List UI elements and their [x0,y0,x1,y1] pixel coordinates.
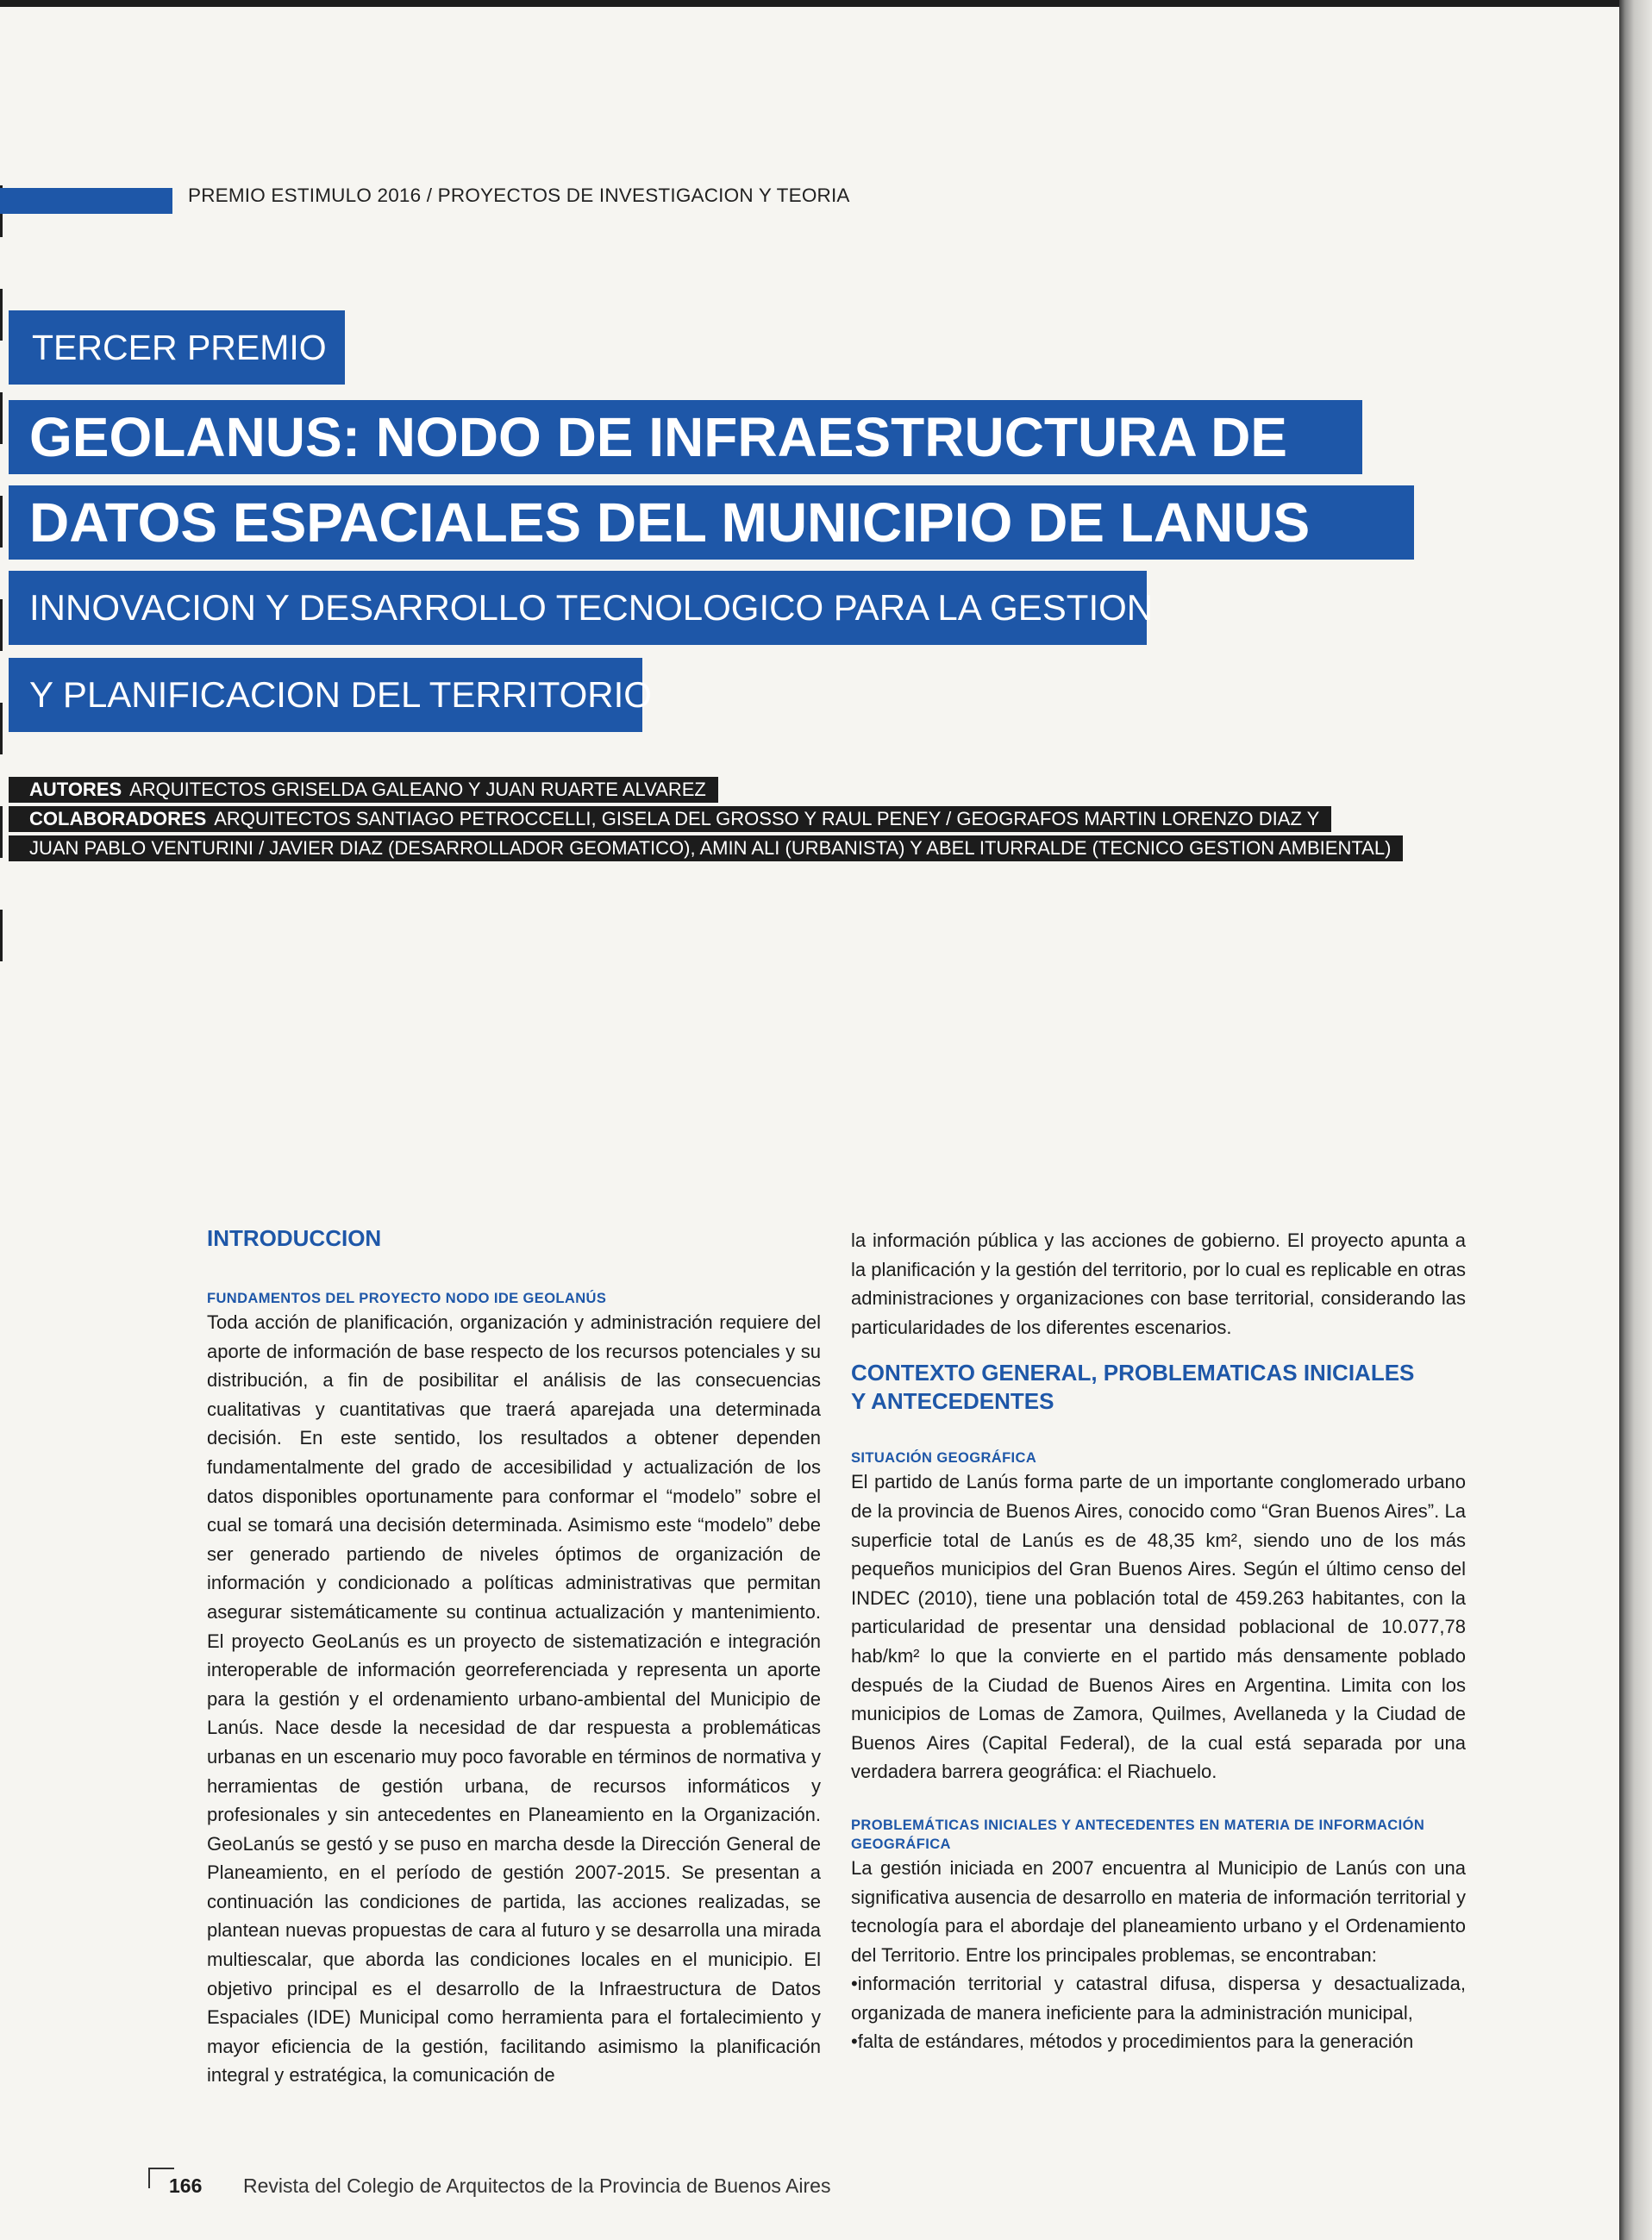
side-margin-marks [0,185,3,961]
subhead-fundamentos: FUNDAMENTOS DEL PROYECTO NODO IDE GEOLANÚS [207,1291,607,1306]
section-title-contexto-2: Y ANTECEDENTES [851,1388,1054,1415]
award-label: TERCER PREMIO [9,310,345,385]
collaborators-names-1: ARQUITECTOS SANTIAGO PETROCCELLI, GISELA DEL GROSSO Y RAUL PENEY / GEOGRAFOS MARTIN LORENZO DIAZ Y [214,808,1320,829]
header-color-band [0,188,172,214]
top-rule [0,0,1621,7]
bullet-text-1: información territorial y catastral difusa, dispersa y desactualizada, organizada de manera ineficiente para la administración municipal, [851,1973,1466,2024]
subhead-situacion: SITUACIÓN GEOGRÁFICA [851,1450,1037,1467]
subhead-problematicas: PROBLEMÁTICAS INICIALES Y ANTECEDENTES EN MATERIA DE INFORMACIÓN GEOGRÁFICA [851,1817,1425,1852]
right-column [851,1226,1466,2056]
section-title-intro: INTRODUCCION [207,1225,382,1251]
subtitle-line-1: INNOVACION Y DESARROLLO TECNOLOGICO PARA LA GESTION [9,571,1147,645]
collaborators-credit-1 [9,806,1331,832]
journal-name: Revista del Colegio de Arquitectos de la Provincia de Buenos Aires [243,2174,831,2197]
intro-continuation: la información pública y las acciones de gobierno. El proyecto apunta a la planificación y la gestión del territorio, por lo cual es replicable en otras administraciones y organizaciones con base territorial, considerando las particularidades de los diferentes escenarios. [851,1229,1466,1338]
left-column [207,1224,821,2090]
section-title-contexto-1: CONTEXTO GENERAL, PROBLEMATICAS INICIALES [851,1360,1415,1386]
authors-credit [9,777,718,803]
page-gutter-shadow [1619,0,1652,2240]
title-line-2: DATOS ESPACIALES DEL MUNICIPIO DE LANUS [9,485,1414,560]
bullet-item [851,2027,1466,2056]
problematicas-paragraph: La gestión iniciada en 2007 encuentra al Municipio de Lanús con una significativa ausencia de desarrollo en materia de información territorial y tecnología para el abordaje del planeamiento urbano y el Ordenamiento del Territorio. Entre los principales problemas, se encontraban: [851,1856,1466,1966]
collaborators-label: COLABORADORES [29,808,207,829]
page-number: 166 [169,2174,203,2197]
situacion-paragraph: El partido de Lanús forma parte de un importante conglomerado urbano de la provincia de Buenos Aires, conocido como “Gran Buenos Aires”. La superficie total de Lanús es de 48,35 km², siendo uno de los más pequeños municipios del Gran Buenos Aires. Según el último censo del INDEC (2010), tiene una población total de 459.263 habitantes, con la particularidad de presentar una densidad poblacional de 10.077,78 hab/km² lo que la convierte en el partido más densamente poblado después de la Ciudad de Buenos Aires en Argentina. Limita con los municipios de Lomas de Zamora, Quilmes, Avellaneda y la Ciudad de Buenos Aires (Capital Federal), de la cual está separada por una verdadera barrera geográfica: el Riachuelo. [851,1471,1466,1783]
title-line-1: GEOLANUS: NODO DE INFRAESTRUCTURA DE [9,400,1362,474]
authors-label: AUTORES [29,779,122,800]
subtitle-line-2: Y PLANIFICACION DEL TERRITORIO [9,658,642,732]
bullet-glyph: • [851,2030,858,2053]
bullet-glyph: • [851,1973,858,1995]
collaborators-credit-2 [9,835,1403,861]
section-header: PREMIO ESTIMULO 2016 / PROYECTOS DE INVESTIGACION Y TEORIA [188,185,850,206]
authors-names: ARQUITECTOS GRISELDA GALEANO Y JUAN RUARTE ALVAREZ [129,779,706,800]
bullet-text-2: falta de estándares, métodos y procedimientos para la generación [857,2030,1414,2053]
collaborators-names-2: JUAN PABLO VENTURINI / JAVIER DIAZ (DESARROLLADOR GEOMATICO), AMIN ALI (URBANISTA) Y ABEL ITURRALDE (TECNICO GESTION AMBIENTAL) [29,837,1392,859]
intro-paragraph: Toda acción de planificación, organización y administración requiere del aporte de información de base respecto de los recursos potenciales y su distribución, a fin de posibilitar el análisis de las consecuencias cualitativas y cuantitativas que traerá aparejada una determinada decisión. En este sentido, los resultados a obtener dependen fundamentalmente del grado de accesibilidad y actualización de los datos disponibles oportunamente para conformar el “modelo” sobre el cual se tomará una decisión determinada. Asimismo este “modelo” debe ser generado partiendo de niveles óptimos de organización de información y condicionado a políticas administrativas que permitan asegurar sistemáticamente su continua actualización y mantenimiento. El proyecto GeoLanús es un proyecto de sistematización e integración interoperable de información georreferenciada y representa un aporte para la gestión y el ordenamiento urbano-ambiental del Municipio de Lanús. Nace desde la necesidad de dar respuesta a problemáticas urbanas en un escenario muy poco favorable en términos de normativa y herramientas de gestión urbana, de recursos informáticos y profesionales y sin antecedentes en Planeamiento en la Organización. GeoLanús se gestó y se puso en marcha desde la Dirección General de Planeamiento, en el período de gestión 2007-2015. Se presentan a continuación las condiciones de partida, las acciones realizadas, se plantean nuevas propuestas de cara al futuro y se desarrolla una mirada multiescalar, que aborda las condiciones locales en el municipio. El objetivo principal es el desarrollo de la Infraestructura de Datos Espaciales (IDE) Municipal como herramienta para el fortalecimiento y mayor eficiencia de la gestión, facilitando asimismo la planificación integral y estratégica, la comunicación de [207,1311,821,2087]
bullet-item [851,1969,1466,2027]
